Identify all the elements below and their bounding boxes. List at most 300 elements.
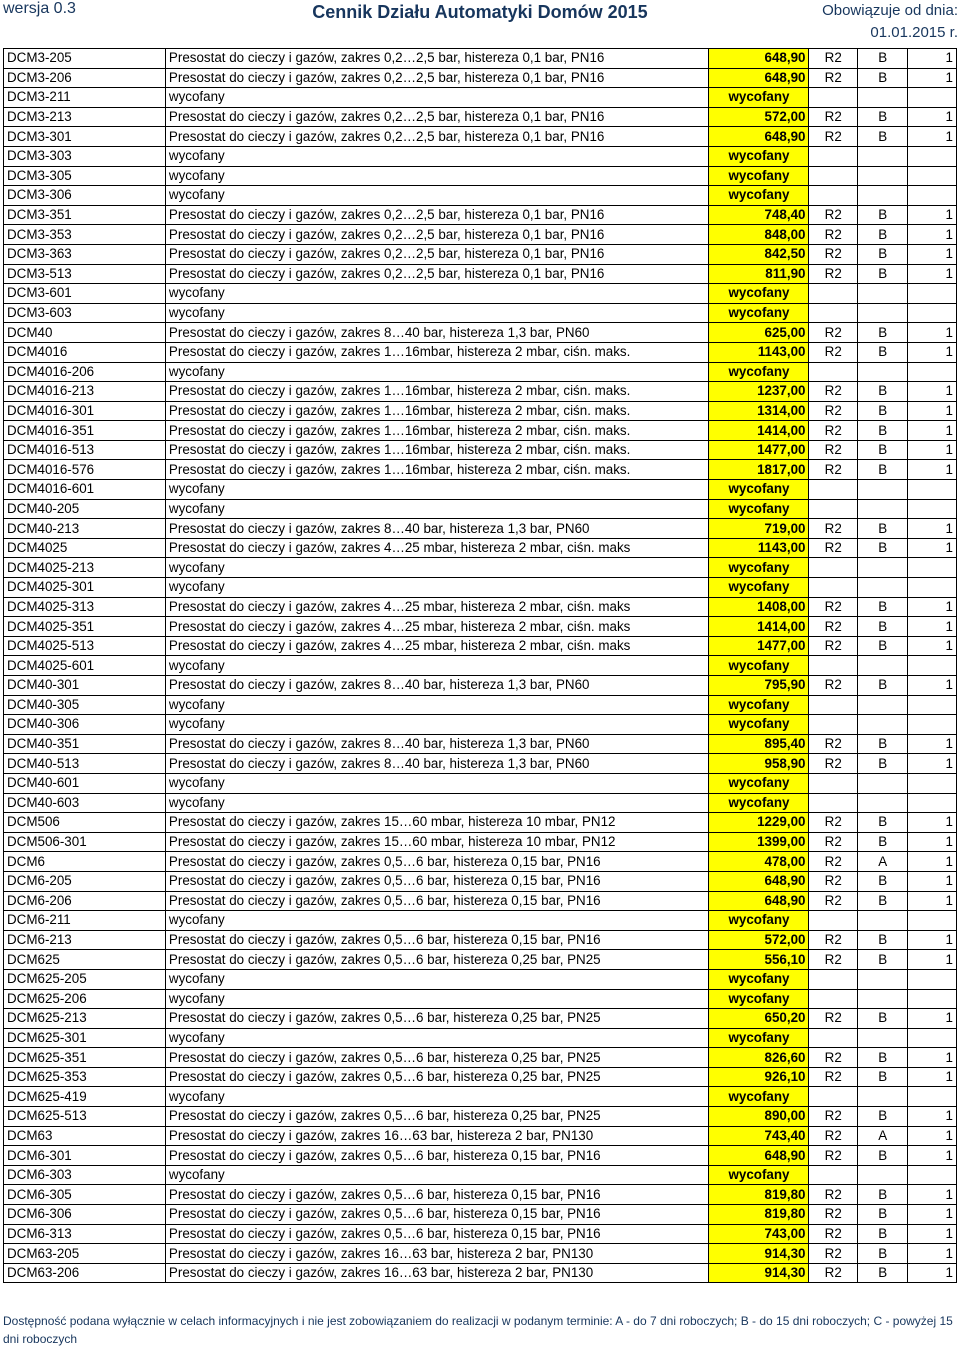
availability-cell: B [857,127,908,147]
description-cell: Presostat do cieczy i gazów, zakres 0,2…2,5 bar, histereza 0,1 bar, PN16 [165,127,709,147]
table-row [4,578,957,598]
table-row [4,1126,957,1146]
table-row [4,617,957,637]
table-row [4,1009,957,1029]
price-cell: wycofany [709,969,809,989]
availability-cell: A [857,1126,908,1146]
quantity-cell: 1 [908,1224,957,1244]
unit-cell [809,715,857,735]
description-cell: Presostat do cieczy i gazów, zakres 16…63 bar, histereza 2 bar, PN130 [165,1263,709,1283]
table-row [4,225,957,245]
availability-cell: B [857,519,908,539]
price-cell: 572,00 [709,107,809,127]
unit-cell [809,186,857,206]
product-code-cell: DCM4016-213 [4,382,166,402]
quantity-cell [908,303,957,323]
table-row [4,538,957,558]
table-row [4,88,957,108]
availability-cell: B [857,225,908,245]
availability-cell: B [857,68,908,88]
unit-cell: R2 [809,1263,857,1283]
product-code-cell: DCM4016-601 [4,480,166,500]
product-code-cell: DCM625-351 [4,1048,166,1068]
price-cell: wycofany [709,1087,809,1107]
table-row [4,519,957,539]
table-row [4,205,957,225]
quantity-cell [908,480,957,500]
unit-cell [809,989,857,1009]
availability-cell: B [857,107,908,127]
price-cell: 572,00 [709,930,809,950]
unit-cell [809,695,857,715]
table-row [4,1067,957,1087]
price-cell: 743,00 [709,1224,809,1244]
description-cell: Presostat do cieczy i gazów, zakres 0,5…6 bar, histereza 0,15 bar, PN16 [165,852,709,872]
unit-cell: R2 [809,1126,857,1146]
product-code-cell: DCM3-351 [4,205,166,225]
product-code-cell: DCM506 [4,813,166,833]
availability-cell: B [857,1205,908,1225]
quantity-cell [908,284,957,304]
availability-cell: B [857,891,908,911]
availability-cell: B [857,676,908,696]
product-code-cell: DCM4025-301 [4,578,166,598]
unit-cell: R2 [809,1205,857,1225]
price-cell: wycofany [709,480,809,500]
unit-cell: R2 [809,244,857,264]
price-cell: 625,00 [709,323,809,343]
product-code-cell: DCM40-306 [4,715,166,735]
description-cell: Presostat do cieczy i gazów, zakres 0,5…6 bar, histereza 0,25 bar, PN25 [165,1067,709,1087]
description-cell: Presostat do cieczy i gazów, zakres 1…16mbar, histereza 2 mbar, ciśn. maks. [165,342,709,362]
price-cell: wycofany [709,715,809,735]
availability-cell: B [857,813,908,833]
product-code-cell: DCM6-213 [4,930,166,950]
table-row [4,382,957,402]
table-row [4,1205,957,1225]
product-code-cell: DCM4016-513 [4,440,166,460]
availability-cell: B [857,460,908,480]
availability-cell: B [857,1146,908,1166]
unit-cell [809,578,857,598]
product-code-cell: DCM625-206 [4,989,166,1009]
description-cell: Presostat do cieczy i gazów, zakres 0,5…6 bar, histereza 0,25 bar, PN25 [165,1009,709,1029]
table-row [4,813,957,833]
product-code-cell: DCM6-313 [4,1224,166,1244]
price-cell: 719,00 [709,519,809,539]
table-row [4,166,957,186]
quantity-cell [908,166,957,186]
availability-cell: B [857,382,908,402]
description-cell: Presostat do cieczy i gazów, zakres 0,5…6 bar, histereza 0,15 bar, PN16 [165,1146,709,1166]
unit-cell [809,1165,857,1185]
availability-footnote: Dostępność podana wyłącznie w celach informacyjnych i nie jest zobowiązaniem do realizacji w podanym terminie: A - do 7 dni roboczych; B - do 15 dni roboczych; C - powyżej 15 dni roboczych [3,1314,953,1346]
table-row [4,186,957,206]
table-row [4,871,957,891]
availability-cell [857,1028,908,1048]
product-code-cell: DCM40-603 [4,793,166,813]
table-row [4,715,957,735]
quantity-cell [908,715,957,735]
availability-cell [857,1165,908,1185]
unit-cell [809,362,857,382]
unit-cell: R2 [809,832,857,852]
quantity-cell: 1 [908,1185,957,1205]
price-cell: 1143,00 [709,342,809,362]
availability-cell: B [857,342,908,362]
table-row [4,911,957,931]
description-cell: Presostat do cieczy i gazów, zakres 0,2…2,5 bar, histereza 0,1 bar, PN16 [165,107,709,127]
quantity-cell [908,969,957,989]
price-cell: 958,90 [709,754,809,774]
table-row [4,1048,957,1068]
unit-cell [809,558,857,578]
product-code-cell: DCM40-205 [4,499,166,519]
validity-label: Obowiązuje od dnia: [822,2,958,19]
quantity-cell [908,1087,957,1107]
quantity-cell: 1 [908,1244,957,1264]
product-code-cell: DCM625-205 [4,969,166,989]
description-cell: Presostat do cieczy i gazów, zakres 0,5…6 bar, histereza 0,15 bar, PN16 [165,1224,709,1244]
validity-block [822,0,958,44]
quantity-cell: 1 [908,852,957,872]
version-label: wersja 0.3 [3,0,76,17]
product-code-cell: DCM40-213 [4,519,166,539]
unit-cell: R2 [809,460,857,480]
unit-cell: R2 [809,49,857,69]
description-cell: Presostat do cieczy i gazów, zakres 4…25 mbar, histereza 2 mbar, ciśn. maks [165,597,709,617]
availability-cell: B [857,871,908,891]
price-cell: 650,20 [709,1009,809,1029]
table-row [4,499,957,519]
quantity-cell: 1 [908,1009,957,1029]
quantity-cell [908,989,957,1009]
quantity-cell: 1 [908,68,957,88]
table-row [4,636,957,656]
page-title: Cennik Działu Automatyki Domów 2015 [312,2,648,22]
availability-cell [857,303,908,323]
unit-cell: R2 [809,891,857,911]
quantity-cell: 1 [908,127,957,147]
availability-cell: B [857,205,908,225]
availability-cell: B [857,1244,908,1264]
availability-cell [857,578,908,598]
price-cell: 648,90 [709,891,809,911]
product-code-cell: DCM3-305 [4,166,166,186]
unit-cell: R2 [809,852,857,872]
product-code-cell: DCM4016 [4,342,166,362]
price-cell: 1477,00 [709,636,809,656]
product-code-cell: DCM40-513 [4,754,166,774]
unit-cell: R2 [809,1107,857,1127]
price-cell: 648,90 [709,68,809,88]
availability-cell [857,480,908,500]
availability-cell: B [857,401,908,421]
quantity-cell [908,656,957,676]
description-cell: Presostat do cieczy i gazów, zakres 15…60 mbar, histereza 10 mbar, PN12 [165,813,709,833]
quantity-cell: 1 [908,950,957,970]
availability-cell: B [857,754,908,774]
product-code-cell: DCM625-419 [4,1087,166,1107]
table-row [4,793,957,813]
price-cell: 743,40 [709,1126,809,1146]
price-cell: 848,00 [709,225,809,245]
description-cell: Presostat do cieczy i gazów, zakres 1…16mbar, histereza 2 mbar, ciśn. maks. [165,440,709,460]
product-code-cell: DCM40 [4,323,166,343]
quantity-cell: 1 [908,930,957,950]
description-cell: wycofany [165,88,709,108]
availability-cell: B [857,421,908,441]
price-cell: wycofany [709,793,809,813]
unit-cell: R2 [809,1146,857,1166]
price-cell: 914,30 [709,1263,809,1283]
availability-cell: B [857,617,908,637]
unit-cell [809,166,857,186]
description-cell: Presostat do cieczy i gazów, zakres 0,2…2,5 bar, histereza 0,1 bar, PN16 [165,244,709,264]
product-code-cell: DCM6-305 [4,1185,166,1205]
availability-cell [857,656,908,676]
unit-cell: R2 [809,68,857,88]
product-code-cell: DCM625-353 [4,1067,166,1087]
quantity-cell: 1 [908,205,957,225]
table-row [4,480,957,500]
table-row [4,146,957,166]
description-cell: Presostat do cieczy i gazów, zakres 8…40 bar, histereza 1,3 bar, PN60 [165,323,709,343]
table-row [4,558,957,578]
product-code-cell: DCM4016-576 [4,460,166,480]
description-cell: Presostat do cieczy i gazów, zakres 0,2…2,5 bar, histereza 0,1 bar, PN16 [165,225,709,245]
availability-cell [857,773,908,793]
unit-cell: R2 [809,1048,857,1068]
product-code-cell: DCM4016-301 [4,401,166,421]
description-cell: Presostat do cieczy i gazów, zakres 4…25 mbar, histereza 2 mbar, ciśn. maks [165,636,709,656]
quantity-cell: 1 [908,244,957,264]
product-code-cell: DCM4025-601 [4,656,166,676]
price-cell: wycofany [709,911,809,931]
description-cell: Presostat do cieczy i gazów, zakres 15…60 mbar, histereza 10 mbar, PN12 [165,832,709,852]
availability-cell [857,362,908,382]
price-cell: 1399,00 [709,832,809,852]
quantity-cell: 1 [908,538,957,558]
price-cell: wycofany [709,88,809,108]
quantity-cell [908,1028,957,1048]
unit-cell: R2 [809,871,857,891]
availability-cell: A [857,852,908,872]
price-cell: wycofany [709,989,809,1009]
price-cell: wycofany [709,499,809,519]
table-row [4,1107,957,1127]
price-cell: 1229,00 [709,813,809,833]
unit-cell: R2 [809,127,857,147]
table-row [4,930,957,950]
price-cell: 926,10 [709,1067,809,1087]
description-cell: Presostat do cieczy i gazów, zakres 0,5…6 bar, histereza 0,15 bar, PN16 [165,1185,709,1205]
product-code-cell: DCM40-305 [4,695,166,715]
quantity-cell: 1 [908,1048,957,1068]
availability-cell: B [857,323,908,343]
availability-cell [857,499,908,519]
availability-cell: B [857,264,908,284]
unit-cell: R2 [809,519,857,539]
unit-cell [809,969,857,989]
unit-cell: R2 [809,734,857,754]
product-code-cell: DCM40-351 [4,734,166,754]
unit-cell [809,303,857,323]
quantity-cell [908,558,957,578]
availability-cell [857,88,908,108]
quantity-cell: 1 [908,1205,957,1225]
availability-cell: B [857,1185,908,1205]
table-row [4,969,957,989]
availability-cell [857,695,908,715]
description-cell: Presostat do cieczy i gazów, zakres 0,2…2,5 bar, histereza 0,1 bar, PN16 [165,264,709,284]
unit-cell [809,656,857,676]
quantity-cell: 1 [908,323,957,343]
description-cell: wycofany [165,146,709,166]
description-cell: wycofany [165,989,709,1009]
unit-cell [809,1028,857,1048]
price-cell: 795,90 [709,676,809,696]
unit-cell [809,499,857,519]
quantity-cell: 1 [908,1146,957,1166]
description-cell: Presostat do cieczy i gazów, zakres 0,5…6 bar, histereza 0,15 bar, PN16 [165,1205,709,1225]
table-row [4,1146,957,1166]
quantity-cell: 1 [908,617,957,637]
description-cell: wycofany [165,1165,709,1185]
description-cell: wycofany [165,1087,709,1107]
product-code-cell: DCM6 [4,852,166,872]
description-cell: wycofany [165,284,709,304]
product-code-cell: DCM6-211 [4,911,166,931]
product-code-cell: DCM4025-513 [4,636,166,656]
product-code-cell: DCM3-303 [4,146,166,166]
table-row [4,323,957,343]
description-cell: Presostat do cieczy i gazów, zakres 0,5…6 bar, histereza 0,15 bar, PN16 [165,871,709,891]
unit-cell [809,1087,857,1107]
quantity-cell: 1 [908,1126,957,1146]
table-row [4,127,957,147]
quantity-cell: 1 [908,597,957,617]
quantity-cell [908,695,957,715]
price-cell: 1314,00 [709,401,809,421]
quantity-cell [908,793,957,813]
description-cell: Presostat do cieczy i gazów, zakres 0,5…6 bar, histereza 0,25 bar, PN25 [165,1107,709,1127]
price-cell: 826,60 [709,1048,809,1068]
description-cell: Presostat do cieczy i gazów, zakres 8…40 bar, histereza 1,3 bar, PN60 [165,519,709,539]
unit-cell [809,146,857,166]
unit-cell: R2 [809,617,857,637]
description-cell: wycofany [165,499,709,519]
price-cell: 914,30 [709,1244,809,1264]
availability-cell [857,284,908,304]
quantity-cell: 1 [908,891,957,911]
price-cell: wycofany [709,558,809,578]
description-cell: Presostat do cieczy i gazów, zakres 0,5…6 bar, histereza 0,15 bar, PN16 [165,891,709,911]
description-cell: wycofany [165,362,709,382]
quantity-cell: 1 [908,264,957,284]
price-cell: wycofany [709,186,809,206]
table-row [4,284,957,304]
quantity-cell: 1 [908,734,957,754]
unit-cell: R2 [809,107,857,127]
price-cell: wycofany [709,303,809,323]
quantity-cell: 1 [908,676,957,696]
price-cell: 811,90 [709,264,809,284]
table-row [4,244,957,264]
description-cell: Presostat do cieczy i gazów, zakres 0,2…2,5 bar, histereza 0,1 bar, PN16 [165,68,709,88]
table-row [4,107,957,127]
product-code-cell: DCM63-205 [4,1244,166,1264]
description-cell: Presostat do cieczy i gazów, zakres 8…40 bar, histereza 1,3 bar, PN60 [165,676,709,696]
availability-cell: B [857,950,908,970]
price-cell: 478,00 [709,852,809,872]
availability-cell: B [857,832,908,852]
description-cell: Presostat do cieczy i gazów, zakres 1…16mbar, histereza 2 mbar, ciśn. maks. [165,460,709,480]
quantity-cell: 1 [908,519,957,539]
availability-cell: B [857,597,908,617]
price-cell: wycofany [709,166,809,186]
price-cell: 819,80 [709,1185,809,1205]
table-row [4,676,957,696]
page-header [0,0,960,46]
unit-cell: R2 [809,1067,857,1087]
product-code-cell: DCM4025-213 [4,558,166,578]
product-code-cell: DCM4025 [4,538,166,558]
description-cell: Presostat do cieczy i gazów, zakres 1…16mbar, histereza 2 mbar, ciśn. maks. [165,421,709,441]
description-cell: Presostat do cieczy i gazów, zakres 1…16mbar, histereza 2 mbar, ciśn. maks. [165,382,709,402]
availability-cell [857,186,908,206]
price-cell: 648,90 [709,127,809,147]
quantity-cell: 1 [908,382,957,402]
unit-cell: R2 [809,636,857,656]
price-cell: 648,90 [709,1146,809,1166]
description-cell: Presostat do cieczy i gazów, zakres 1…16mbar, histereza 2 mbar, ciśn. maks. [165,401,709,421]
description-cell: wycofany [165,695,709,715]
product-code-cell: DCM3-213 [4,107,166,127]
price-cell: 1143,00 [709,538,809,558]
availability-cell [857,146,908,166]
quantity-cell: 1 [908,460,957,480]
availability-cell: B [857,1067,908,1087]
table-row [4,1224,957,1244]
unit-cell: R2 [809,205,857,225]
unit-cell: R2 [809,342,857,362]
description-cell: wycofany [165,911,709,931]
unit-cell [809,88,857,108]
unit-cell: R2 [809,1009,857,1029]
description-cell: wycofany [165,186,709,206]
quantity-cell [908,146,957,166]
table-row [4,401,957,421]
description-cell: Presostat do cieczy i gazów, zakres 0,5…6 bar, histereza 0,25 bar, PN25 [165,1048,709,1068]
validity-date: 01.01.2015 r. [870,24,958,41]
availability-cell [857,969,908,989]
description-cell: Presostat do cieczy i gazów, zakres 0,2…2,5 bar, histereza 0,1 bar, PN16 [165,49,709,69]
product-code-cell: DCM625 [4,950,166,970]
availability-cell [857,911,908,931]
quantity-cell: 1 [908,1107,957,1127]
product-code-cell: DCM3-301 [4,127,166,147]
table-row [4,264,957,284]
description-cell: wycofany [165,773,709,793]
description-cell: wycofany [165,715,709,735]
quantity-cell: 1 [908,754,957,774]
table-row [4,852,957,872]
quantity-cell [908,911,957,931]
quantity-cell: 1 [908,1263,957,1283]
table-row [4,891,957,911]
quantity-cell: 1 [908,871,957,891]
